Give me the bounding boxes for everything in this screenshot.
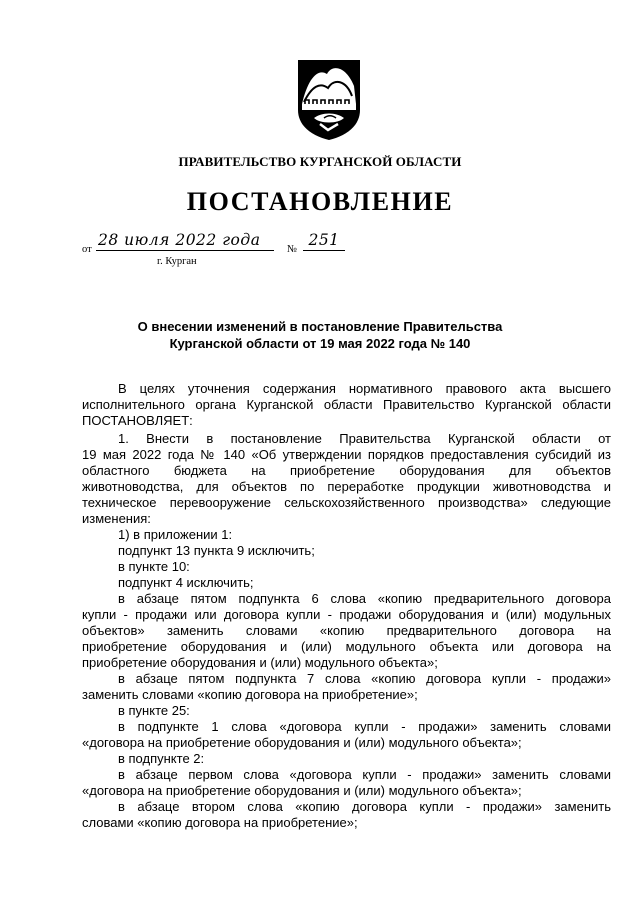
- body-line: в подпункте 1 слова «договора купли - продажи» заменить словами: [118, 719, 611, 734]
- body-line: заменить словами «копию договора на приобретение»;: [82, 687, 418, 702]
- body-line: «договора на приобретение оборудования и (или) модульного объекта»;: [82, 783, 522, 798]
- body-line: приобретение оборудования и (или) модульного объекта или договора на: [82, 639, 611, 654]
- body-line: «договора на приобретение оборудования и (или) модульного объекта»;: [82, 735, 522, 750]
- government-name: ПРАВИТЕЛЬСТВО КУРГАНСКОЙ ОБЛАСТИ: [178, 154, 462, 169]
- body-line: изменения:: [82, 511, 151, 526]
- body-line: подпункт 4 исключить;: [118, 575, 254, 590]
- city-name: г. Курган: [157, 256, 197, 267]
- body-line: В целях уточнения содержания нормативного правового акта высшего: [118, 381, 611, 396]
- body-line: областного бюджета на приобретение оборудования для объектов: [82, 463, 611, 478]
- body-line: словами «копию договора на приобретение»;: [82, 815, 358, 830]
- body-line: подпункт 13 пункта 9 исключить;: [118, 543, 315, 558]
- number-prefix: №: [287, 244, 298, 255]
- body-line: купли - продажи или договора купли - продажи оборудования и (или) модульных: [82, 607, 611, 622]
- date-prefix: от: [82, 244, 92, 255]
- body-line: в пункте 25:: [118, 703, 190, 718]
- body-line: техническое перевооружение сельскохозяйственного производства» следующие: [82, 495, 611, 510]
- body-line: объектов» заменить словами «копию предварительного договора на: [82, 623, 611, 638]
- body-line: ПОСТАНОВЛЯЕТ:: [82, 413, 193, 428]
- document-title: [0, 318, 640, 352]
- handwritten-number: 251: [303, 231, 345, 251]
- title-line: О внесении изменений в постановление Правительства: [137, 319, 503, 334]
- handwritten-date: 28 июля 2022 года: [96, 231, 274, 251]
- document-type-heading: ПОСТАНОВЛЕНИЕ: [186, 187, 454, 216]
- body-line: животноводства, для объектов по переработке продукции животноводства и: [82, 479, 611, 494]
- body-line: в пункте 10:: [118, 559, 190, 574]
- body-line: в абзаце втором слова «копию договора купли - продажи» заменить: [118, 799, 611, 814]
- body-line: 1. Внести в постановление Правительства Курганской области от: [118, 431, 611, 446]
- title-line: Курганской области от 19 мая 2022 года № 140: [169, 336, 471, 351]
- body-line: исполнительного органа Курганской области Правительство Курганской области: [82, 397, 611, 412]
- coat-of-arms-icon: [294, 58, 364, 142]
- body-line: в абзаце первом слова «договора купли - продажи» заменить словами: [118, 767, 611, 782]
- body-line: в подпункте 2:: [118, 751, 205, 766]
- body-line: 1) в приложении 1:: [118, 527, 233, 542]
- body-line: в абзаце пятом подпункта 7 слова «копию договора купли - продажи»: [118, 671, 611, 686]
- body-line: 19 мая 2022 года № 140 «Об утверждении порядков предоставления субсидий из: [82, 447, 611, 462]
- body-line: в абзаце пятом подпункта 6 слова «копию предварительного договора: [118, 591, 611, 606]
- body-line: приобретение оборудования и (или) модульного объекта»;: [82, 655, 438, 670]
